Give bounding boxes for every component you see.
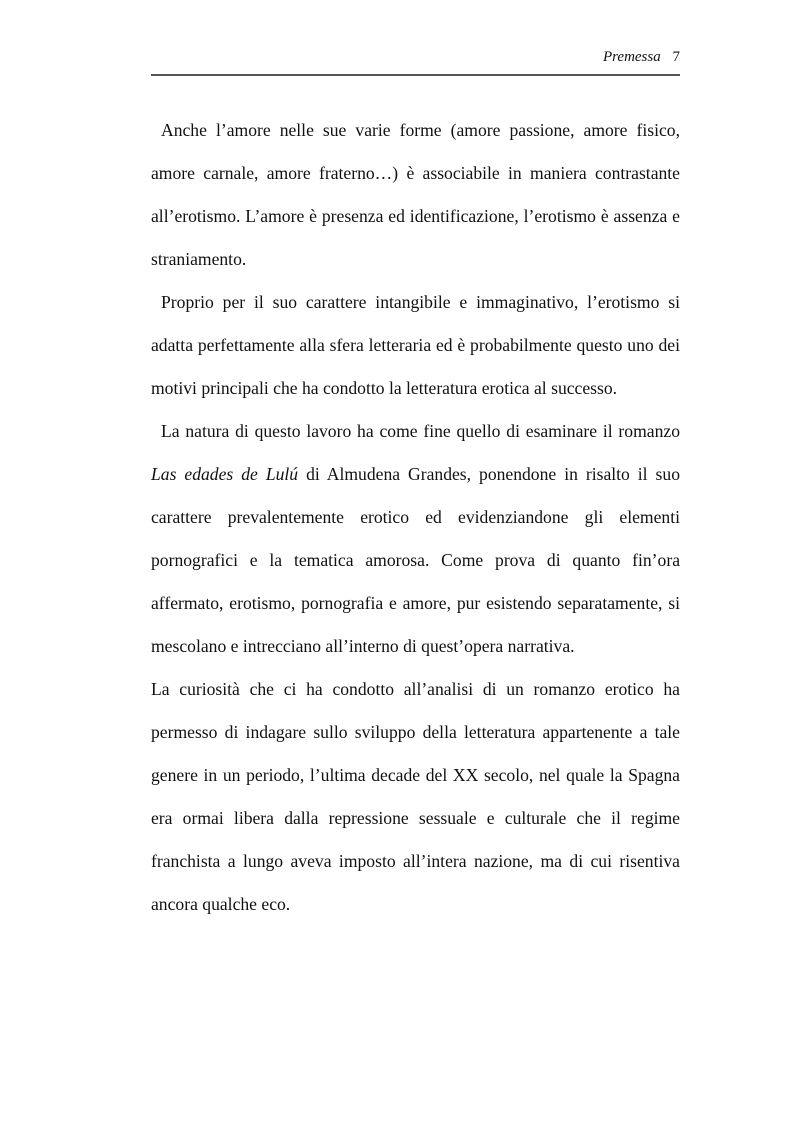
novel-title: Las edades de Lulú xyxy=(151,464,299,484)
paragraph-1: Anche l’amore nelle sue varie forme (amore passione, amore fisico, amore carnale, amore fraterno…) è associabile in maniera contrastante all’erotismo. L’amore è presenza ed identificazione, l’erotismo è assenza e straniamento. xyxy=(151,120,680,269)
running-header xyxy=(151,46,680,68)
paragraph-2: Proprio per il suo carattere intangibile e immaginativo, l’erotismo si adatta perfettamente alla sfera letteraria ed è probabilmente questo uno dei motivi principali che ha condotto la letteratura erotica al successo. xyxy=(151,292,680,398)
paragraph-3 xyxy=(151,410,680,668)
header-rule xyxy=(151,74,680,76)
section-title: Premessa xyxy=(602,49,661,65)
paragraph-3-text-after: di Almudena Grandes, ponendone in risalto il suo carattere prevalentemente erotico ed evidenziandone gli elementi pornografici e la tematica amorosa. Come prova di quanto fin’ora affermato, erotismo, pornografia e amore, pur esistendo separatamente, si mescolano e intrecciano all’interno di quest’opera narrativa. xyxy=(151,464,680,656)
body-text xyxy=(151,109,680,926)
paragraph-3-text-before: La natura di questo lavoro ha come fine quello di esaminare il romanzo xyxy=(161,421,680,441)
page-number: 7 xyxy=(672,49,680,65)
paragraph-4: La curiosità che ci ha condotto all’analisi di un romanzo erotico ha permesso di indagare sullo sviluppo della letteratura appartenente a tale genere in un periodo, l’ultima decade del XX secolo, nel quale la Spagna era ormai libera dalla repressione sessuale e culturale che il regime franchista a lungo aveva imposto all’intera nazione, ma di cui risentiva ancora qualche eco. xyxy=(151,679,680,914)
